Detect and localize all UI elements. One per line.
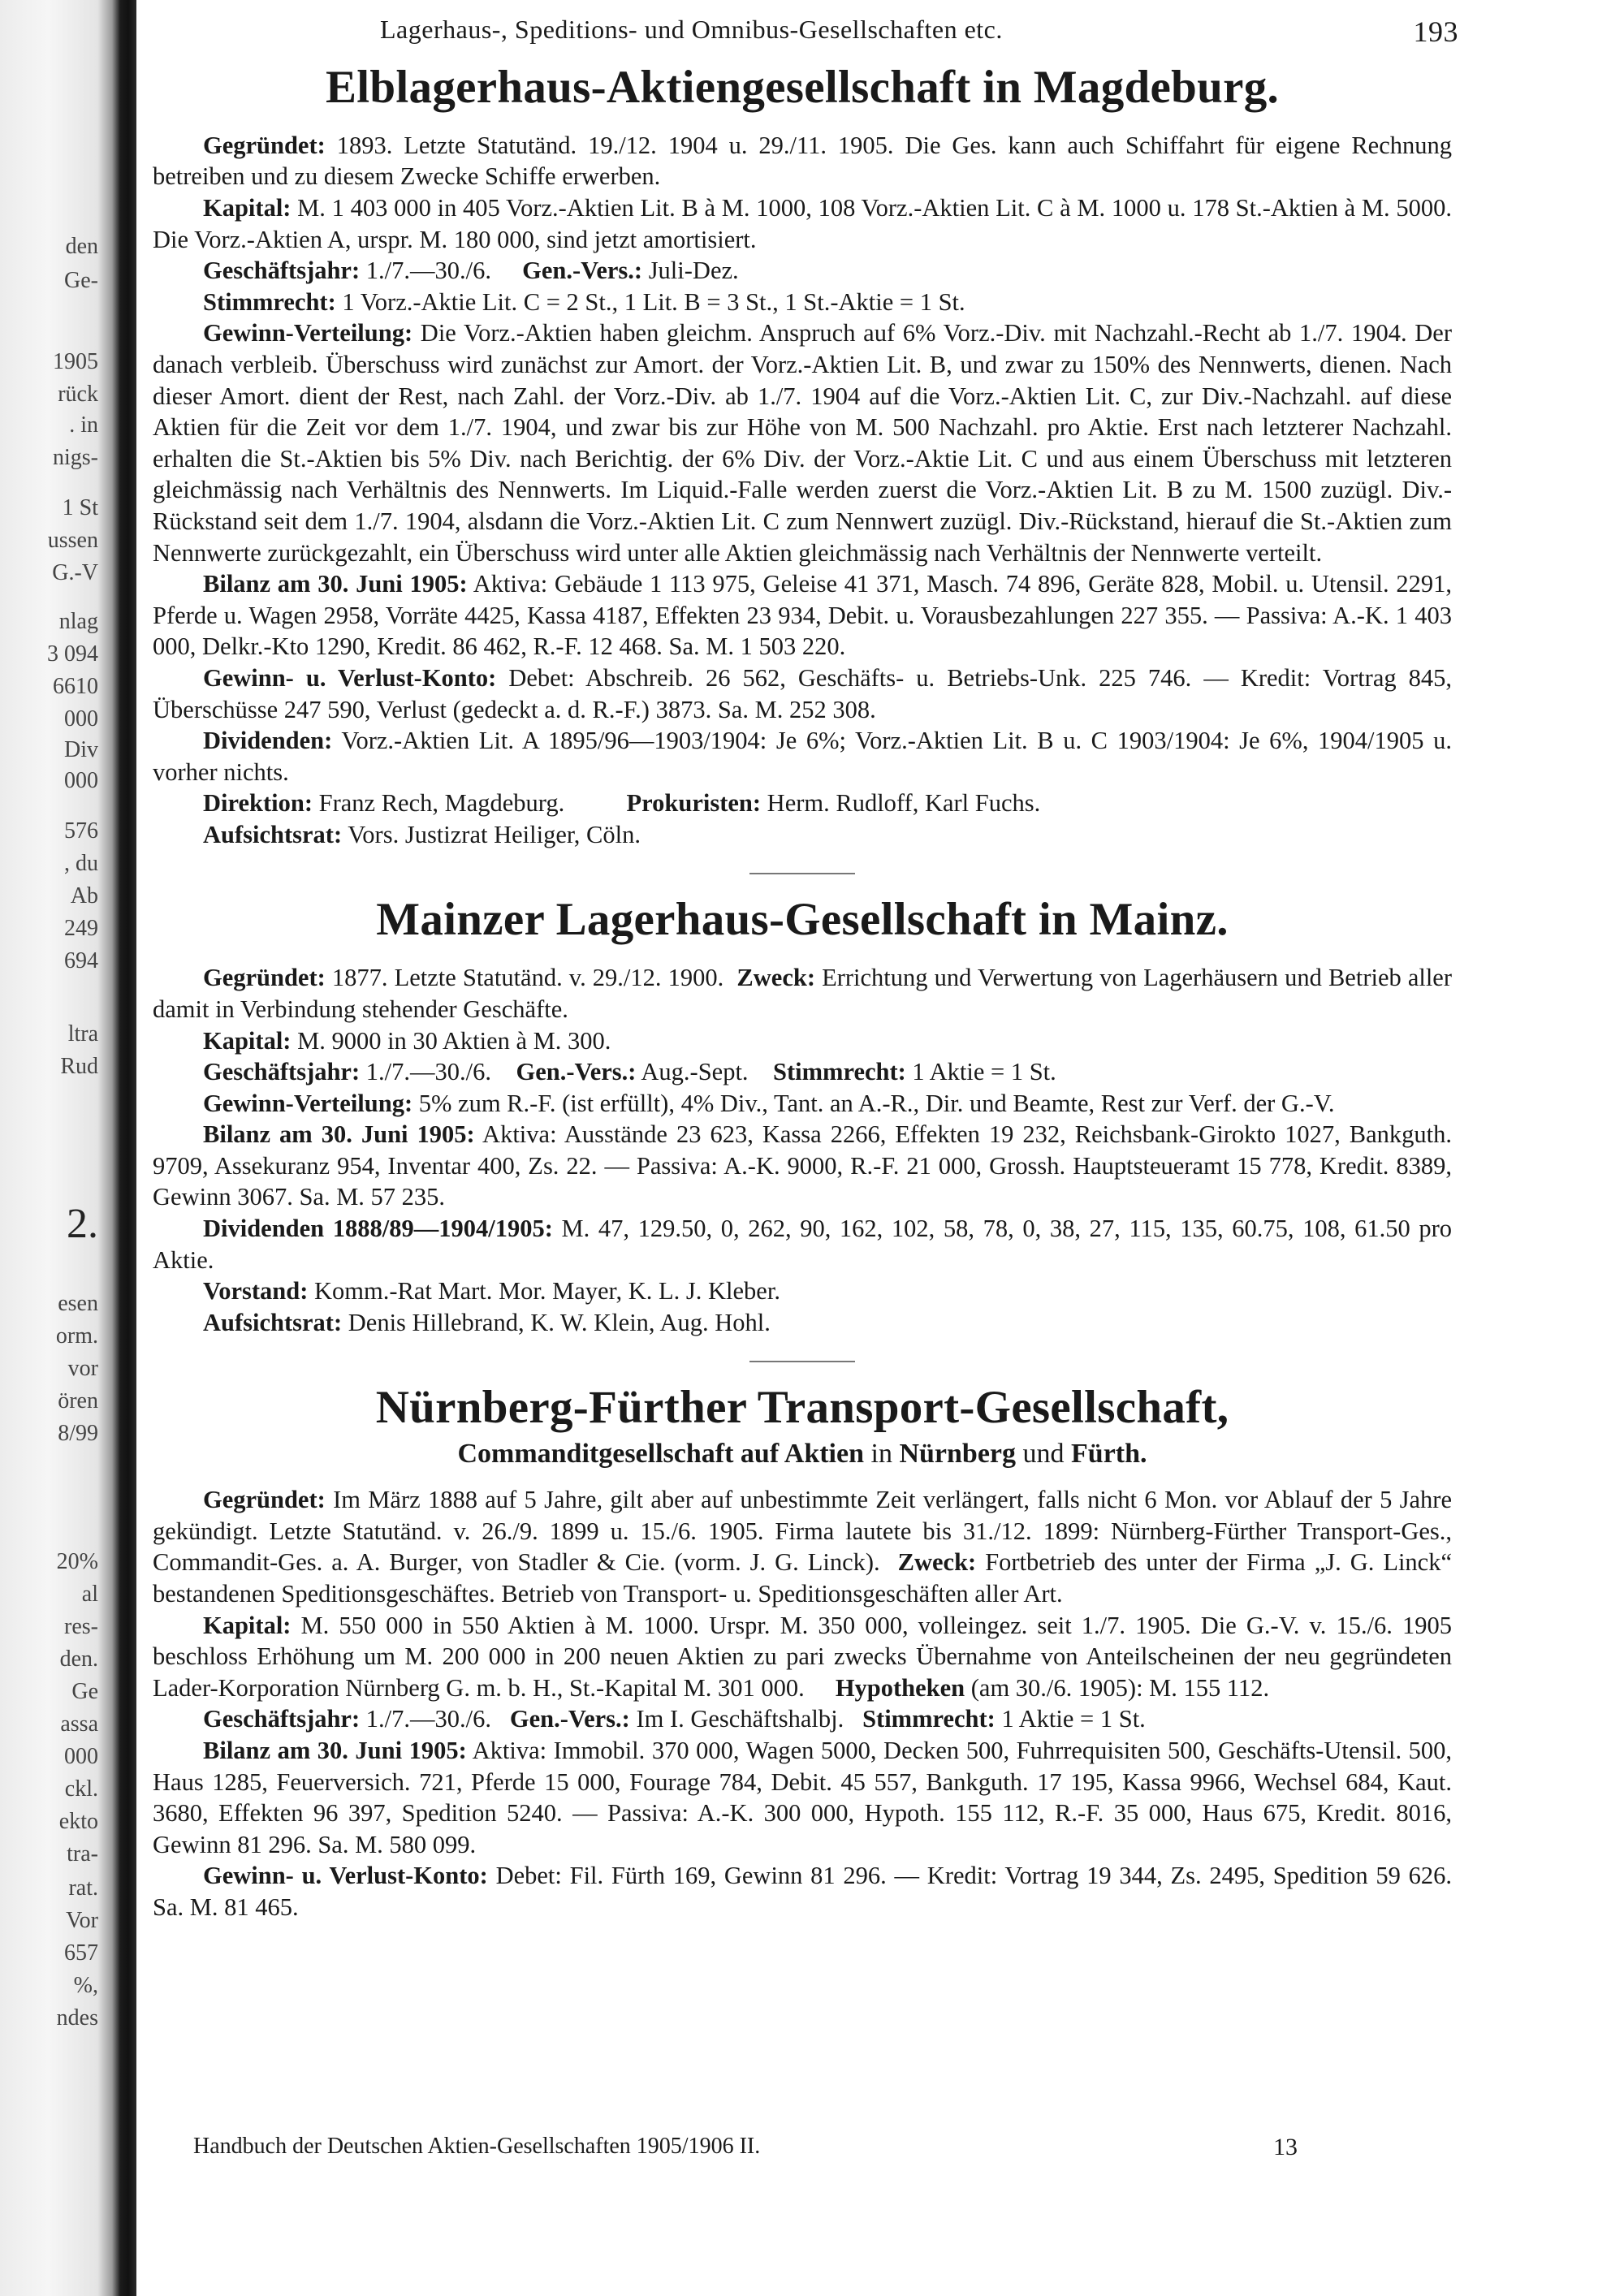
entry-paragraph: Geschäftsjahr: 1./7.—30./6. Gen.-Vers.: Juli-Dez. <box>203 257 739 285</box>
entry-body <box>153 130 1452 851</box>
company-entry-elblagerhaus <box>153 62 1452 850</box>
previous-page-fragment: Ab <box>70 883 98 908</box>
previous-page-fragment: rück <box>58 382 98 407</box>
previous-page-fragment: 2. <box>67 1201 98 1247</box>
previous-page-fragment: 1 St <box>62 495 98 520</box>
previous-page-fragment: 000 <box>64 768 98 793</box>
entry-body <box>153 962 1452 1338</box>
entry-paragraph: Kapital: M. 1 403 000 in 405 Vorz.-Aktien Lit. B à M. 1000, 108 Vorz.-Aktien Lit. C à M. 1000 u. 178 St.-Aktien à M. 5000. Die Vorz.-Aktien A, urspr. M. 180 000, sind jetzt amortisiert. <box>153 194 1452 253</box>
company-entry-mainzer-lagerhaus <box>153 894 1452 1338</box>
entry-paragraph: Stimmrecht: 1 Vorz.-Aktie Lit. C = 2 St., 1 Lit. B = 3 St., 1 St.-Aktie = 1 St. <box>203 287 965 316</box>
entry-paragraph: Kapital: M. 9000 in 30 Aktien à M. 300. <box>203 1026 611 1055</box>
company-entry-nuernberg-fuerther <box>153 1382 1452 1923</box>
previous-page-fragment: 694 <box>64 948 98 973</box>
previous-page-fragment: Rud <box>60 1054 98 1079</box>
section-divider <box>749 873 855 874</box>
entry-paragraph: Bilanz am 30. Juni 1905: Aktiva: Immobil. 370 000, Wagen 5000, Decken 500, Fuhrrequisiten 500, Geschäfts-Utensil. 500, Haus 1285, Feuerversich. 721, Pferde 15 000, Fourage 784, Debit. 45 557, Bankguth. 17 195, Kassa 9966, Wechsel 684, Kaut. 3680, Effekten 96 397, Spedition 5240. — Passiva: A.-K. 300 000, Hypoth. 155 112, R.-F. 35 000, Haus 675, Kredit. 8016, Gewinn 81 296. Sa. M. 580 099. <box>153 1737 1452 1858</box>
running-header <box>153 11 1458 50</box>
previous-page-fragment: ltra <box>67 1021 98 1047</box>
entry-paragraph: Dividenden: Vorz.-Aktien Lit. A 1895/96—1903/1904: Je 6%; Vorz.-Aktien Lit. B u. C 1903/1904: Je 6%, 1904/1905 u. vorher nichts. <box>153 727 1452 786</box>
company-title: Mainzer Lagerhaus-Gesellschaft in Mainz. <box>376 894 1229 946</box>
company-title: Nürnberg-Fürther Transport-Gesellschaft, <box>375 1382 1229 1434</box>
previous-page-fragment: nigs- <box>53 445 98 470</box>
previous-page-fragment: 6610 <box>53 674 98 699</box>
previous-page-fragment: 8/99 <box>58 1421 98 1446</box>
entry-paragraph: Gegründet: 1893. Letzte Statutänd. 19./12. 1904 u. 29./11. 1905. Die Ges. kann auch Schiffahrt für eigene Rechnung betreiben und zu diesem Zwecke Schiffe erwerben. <box>153 131 1452 191</box>
previous-page-fragment: ndes <box>56 2005 98 2031</box>
entry-paragraph: Vorstand: Komm.-Rat Mart. Mor. Mayer, K. L. J. Kleber. <box>203 1277 780 1306</box>
previous-page-fragment: Vor <box>66 1908 98 1933</box>
previous-page-fragment: 20% <box>56 1549 98 1574</box>
previous-page-fragment: al <box>81 1582 98 1607</box>
entry-paragraph: Gegründet: Im März 1888 auf 5 Jahre, gilt aber auf unbestimmte Zeit verlängert, falls nicht 6 Mon. vor Ablauf der 5 Jahre gekündigt. Letzte Statutänd. v. 26./9. 1899 u. 15./6. 1905. Firma lautete bis 31./12. 1899: Nürnberg-Fürther Transport-Ges., Commandit-Ges. a. A. Burger, von Stadler & Cie. (vorm. J. G. Linck). Zweck: Fortbetrieb des unter der Firma „J. G. Linck“ bestandenen Speditionsgeschäftes. Betrieb von Transport- u. Speditionsgeschäften aller Art. <box>153 1486 1453 1608</box>
previous-page-fragment: orm. <box>55 1323 98 1349</box>
previous-page-fragment: den. <box>59 1646 98 1672</box>
entry-paragraph: Gewinn-Verteilung: 5% zum R.-F. (ist erfüllt), 4% Div., Tant. an A.-R., Dir. und Beamte, Rest zur Verf. der G.-V. <box>203 1089 1335 1117</box>
page-footer <box>193 2134 1298 2160</box>
previous-page-fragment: rat. <box>68 1875 98 1901</box>
previous-page-fragment: %, <box>73 1973 98 1998</box>
previous-page-fragment: ckl. <box>64 1776 98 1802</box>
previous-page-fragment: Div <box>64 737 98 762</box>
previous-page-fragment: 1905 <box>53 349 98 374</box>
running-title: Lagerhaus-, Speditions- und Omnibus-Gesellschaften etc. <box>380 15 1003 44</box>
previous-page-fragments <box>0 0 102 2296</box>
entry-paragraph: Geschäftsjahr: 1./7.—30./6. Gen.-Vers.: Im I. Geschäftshalbj. Stimmrecht: 1 Aktie = 1 St. <box>203 1705 1146 1733</box>
section-divider <box>749 1361 855 1362</box>
previous-page-fragment: Ge <box>71 1679 98 1704</box>
previous-page-fragment: 000 <box>64 1744 98 1769</box>
entry-paragraph: Bilanz am 30. Juni 1905: Aktiva: Ausstände 23 623, Kassa 2266, Effekten 19 232, Reichsbank-Girokto 1027, Bankguth. 9709, Assekuranz 954, Inventar 400, Zs. 22. — Passiva: A.-K. 9000, R.-F. 21 000, Grossh. Hauptsteueramt 15 778, Kredit. 8389, Gewinn 3067. Sa. M. 57 235. <box>153 1120 1452 1211</box>
previous-page-fragment: vor <box>67 1356 98 1381</box>
entry-paragraph: Aufsichtsrat: Vors. Justizrat Heiliger, Cöln. <box>203 820 641 848</box>
previous-page-fragment: ören <box>58 1388 98 1413</box>
entry-paragraph: Gewinn- u. Verlust-Konto: Debet: Fil. Fürth 169, Gewinn 81 296. — Kredit: Vortrag 19 344, Zs. 2495, Spedition 59 626. Sa. M. 81 465. <box>153 1862 1452 1921</box>
previous-page-fragment: 3 094 <box>47 641 98 667</box>
previous-page-fragment: ussen <box>47 528 98 553</box>
company-subtitle: Commanditgesellschaft auf Aktien in Nürnberg und Fürth. <box>457 1439 1147 1470</box>
previous-page-fragment: assa <box>60 1711 98 1737</box>
previous-page-fragment: ekto <box>58 1809 98 1834</box>
entry-paragraph: Kapital: M. 550 000 in 550 Aktien à M. 1000. Urspr. M. 350 000, volleingez. seit 1./7. 1905. Die G.-V. v. 15./6. 1905 beschloss Erhöhung um M. 200 000 in 200 neuen Aktien zu pari zwecks Übernahme von Anteilscheinen der neu gegründeten Lader-Korporation Nürnberg G. m. b. H., St.-Kapital M. 301 000. Hypotheken (am 30./6. 1905): M. 155 112. <box>153 1611 1452 1702</box>
previous-page-fragment: den <box>65 234 98 259</box>
previous-page-fragment: esen <box>58 1291 98 1316</box>
entry-paragraph: Gegründet: 1877. Letzte Statutänd. v. 29./12. 1900. Zweck: Errichtung und Verwertung von Lagerhäusern und Betrieb aller damit in Verbindung stehender Geschäfte. <box>153 964 1453 1023</box>
previous-page-fragment: , du <box>64 851 98 876</box>
footer-publication: Handbuch der Deutschen Aktien-Gesellschaften 1905/1906 II. <box>193 2134 761 2159</box>
previous-page-fragment: nlag <box>58 609 98 634</box>
entry-paragraph: Dividenden 1888/89—1904/1905: M. 47, 129.50, 0, 262, 90, 162, 102, 58, 78, 0, 38, 27, 115, 135, 60.75, 108, 61.50 pro Aktie. <box>153 1215 1452 1274</box>
previous-page-fragment: 657 <box>64 1940 98 1966</box>
entry-paragraph: Aufsichtsrat: Denis Hillebrand, K. W. Klein, Aug. Hohl. <box>203 1308 771 1336</box>
entry-paragraph: Bilanz am 30. Juni 1905: Aktiva: Gebäude 1 113 975, Geleise 41 371, Masch. 74 896, Geräte 828, Mobil. u. Utensil. 2291, Pferde u. Wagen 2958, Vorräte 4425, Kassa 4187, Effekten 23 934, Debit. u. Vorausbezahlungen 227 355. — Passiva: A.-K. 1 403 000, Delkr.-Kto 1290, Kredit. 86 462, R.-F. 12 468. Sa. M. 1 503 220. <box>153 570 1452 661</box>
entry-paragraph: Direktion: Franz Rech, Magdeburg. Prokuristen: Herm. Rudloff, Karl Fuchs. <box>203 789 1041 818</box>
company-title: Elblagerhaus-Aktiengesellschaft in Magdeburg. <box>325 62 1280 113</box>
entry-body <box>153 1484 1452 1923</box>
entry-paragraph: Geschäftsjahr: 1./7.—30./6. Gen.-Vers.: Aug.-Sept. Stimmrecht: 1 Aktie = 1 St. <box>203 1058 1056 1086</box>
entry-paragraph: Gewinn- u. Verlust-Konto: Debet: Abschreib. 26 562, Geschäfts- u. Betriebs-Unk. 225 746. — Kredit: Vortrag 845, Überschüsse 247 590, Verlust (gedeckt a. d. R.-F.) 3873. Sa. M. 252 308. <box>153 663 1452 723</box>
previous-page-fragment: res- <box>64 1614 98 1639</box>
previous-page-fragment: . in <box>69 412 98 438</box>
previous-page-fragment: Ge- <box>64 268 98 293</box>
previous-page-fragment: G.-V <box>52 560 98 585</box>
document-page <box>153 11 1458 1923</box>
page-number: 193 <box>1413 15 1458 48</box>
previous-page-fragment: 000 <box>64 706 98 732</box>
previous-page-fragment: 576 <box>64 818 98 844</box>
footer-sheet-number: 13 <box>1273 2134 1298 2160</box>
previous-page-fragment: 249 <box>64 916 98 941</box>
entry-paragraph: Gewinn-Verteilung: Die Vorz.-Aktien haben gleichm. Anspruch auf 6% Vorz.-Div. mit Nachzahl.-Recht ab 1./7. 1904. Der danach verbleib. Überschuss wird zunächst zur Amort. der Vorz.-Aktien Lit. B, und zwar zu 150% des Nennwerts, dienen. Nach dieser Amort. dient der Rest, nach Zahl. der Vorz.-Div. ab 1./7. 1904 auf die Vorz.-Aktien Lit. C, zur Div.-Nachzahl. auf diese Aktien für die Zeit vor dem 1./7. 1904, und zwar bis zur Höhe von M. 500 Nachzahl. pro Aktie. Erst nach letzterer Nachzahl. erhalten die St.-Aktien bis 5% Div. nach Berichtig. der 6% Div. der Vorz.-Aktie Lit. C und aus einem Überschuss mit letzteren gleichmässig nach Verhältnis des Nennwerts. Im Liquid.-Falle werden zuerst die Vorz.-Aktien Lit. B zu M. 1500 zuzügl. Div.-Rückstand seit dem 1./7. 1904, alsdann die Vorz.-Aktien Lit. C zum Nennwert zuzügl. Div.-Rückstand, hierauf die St.-Aktien zum Nennwerte zurückgezahlt, ein Überschuss wird unter alle Aktien gleichmässig nach Verhältnis der Nennwerte verteilt. <box>153 319 1452 567</box>
previous-page-fragment: tra- <box>67 1841 98 1867</box>
